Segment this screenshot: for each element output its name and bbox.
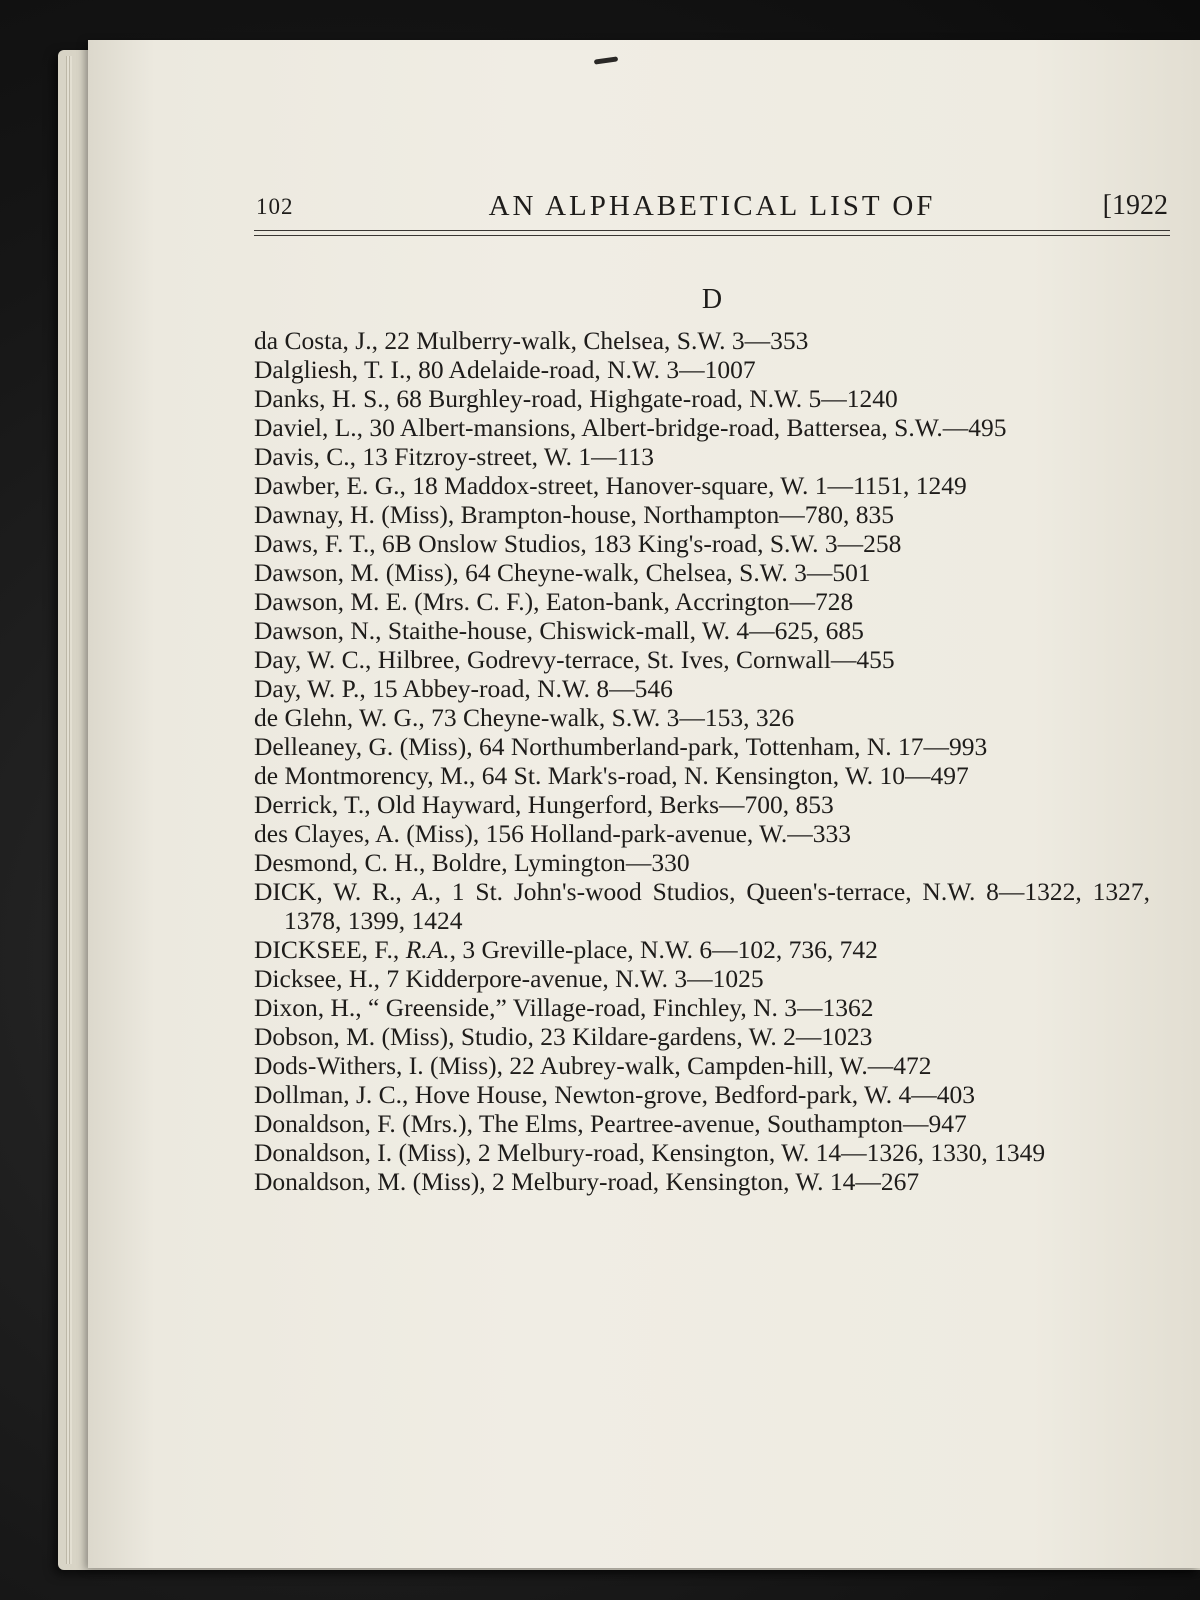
directory-entry: Danks, H. S., 68 Burghley-road, Highgate-road, N.W. 5—1240 — [254, 384, 898, 413]
page-number: 102 — [256, 194, 294, 219]
year-label: [1922 — [1102, 190, 1168, 221]
running-head: AN ALPHABETICAL LIST OF — [488, 190, 936, 222]
ink-mark — [594, 56, 618, 64]
directory-entry: Donaldson, F. (Mrs.), The Elms, Peartree-avenue, Southampton—947 — [254, 1109, 967, 1138]
directory-entry: Dawson, M. E. (Mrs. C. F.), Eaton-bank, Accrington—728 — [254, 587, 854, 616]
entry-address: , 3 Greville-place, N.W. 6—102, 736, 742 — [449, 935, 878, 964]
entry-name: DICKSEE, F., — [254, 935, 406, 964]
directory-entry: Dawnay, H. (Miss), Brampton-house, Northampton—780, 835 — [254, 500, 895, 529]
directory-entry: de Montmorency, M., 64 St. Mark's-road, N. Kensington, W. 10—497 — [254, 761, 969, 790]
directory-entry: Dawson, N., Staithe-house, Chiswick-mall, W. 4—625, 685 — [254, 616, 864, 645]
directory-entries — [254, 326, 1150, 1196]
entry-address: , 1 St. John's-wood Studios, Queen's-terrace, N.W. 8—1322, 1327, 1378, 1399, 1424 — [284, 877, 1151, 935]
directory-entry: Daws, F. T., 6B Onslow Studios, 183 King's-road, S.W. 3—258 — [254, 529, 902, 558]
entry-honour: R.A. — [405, 935, 450, 964]
directory-entry: de Glehn, W. G., 73 Cheyne-walk, S.W. 3—153, 326 — [254, 703, 795, 732]
directory-entry: Dods-Withers, I. (Miss), 22 Aubrey-walk, Campden-hill, W.—472 — [254, 1051, 932, 1080]
directory-entry: Davis, C., 13 Fitzroy-street, W. 1—113 — [254, 442, 654, 471]
directory-entry: Dollman, J. C., Hove House, Newton-grove, Bedford-park, W. 4—403 — [254, 1080, 975, 1109]
page-header — [256, 190, 1168, 230]
directory-entry: Dobson, M. (Miss), Studio, 23 Kildare-gardens, W. 2—1023 — [254, 1022, 873, 1051]
directory-entry: Dawson, M. (Miss), 64 Cheyne-walk, Chelsea, S.W. 3—501 — [254, 558, 871, 587]
directory-entry: Delleaney, G. (Miss), 64 Northumberland-park, Tottenham, N. 17—993 — [254, 732, 988, 761]
directory-entry: da Costa, J., 22 Mulberry-walk, Chelsea, S.W. 3—353 — [254, 326, 809, 355]
directory-entry: des Clayes, A. (Miss), 156 Holland-park-avenue, W.—333 — [254, 819, 852, 848]
section-letter: D — [701, 284, 723, 315]
directory-entry: Dawber, E. G., 18 Maddox-street, Hanover-square, W. 1—1151, 1249 — [254, 471, 967, 500]
header-double-rule — [254, 230, 1170, 236]
directory-entry: Dicksee, H., 7 Kidderpore-avenue, N.W. 3—1025 — [254, 964, 764, 993]
directory-entry: Day, W. C., Hilbree, Godrevy-terrace, St. Ives, Cornwall—455 — [254, 645, 895, 674]
directory-entry — [254, 877, 1150, 935]
directory-entry: Donaldson, I. (Miss), 2 Melbury-road, Kensington, W. 14—1326, 1330, 1349 — [254, 1138, 1046, 1167]
directory-entry: Desmond, C. H., Boldre, Lymington—330 — [254, 848, 690, 877]
entry-honour: A. — [412, 877, 435, 906]
directory-entry: Derrick, T., Old Hayward, Hungerford, Berks—700, 853 — [254, 790, 834, 819]
directory-entry: Dixon, H., “ Greenside,” Village-road, Finchley, N. 3—1362 — [254, 993, 874, 1022]
directory-entry: Dalgliesh, T. I., 80 Adelaide-road, N.W. 3—1007 — [254, 355, 756, 384]
directory-entry: Daviel, L., 30 Albert-mansions, Albert-bridge-road, Battersea, S.W.—495 — [254, 413, 1007, 442]
directory-entry: Donaldson, M. (Miss), 2 Melbury-road, Kensington, W. 14—267 — [254, 1167, 920, 1196]
book-page — [88, 40, 1200, 1568]
directory-entry: Day, W. P., 15 Abbey-road, N.W. 8—546 — [254, 674, 673, 703]
directory-entry — [254, 935, 1150, 964]
entry-name: DICK, W. R., — [254, 877, 413, 906]
